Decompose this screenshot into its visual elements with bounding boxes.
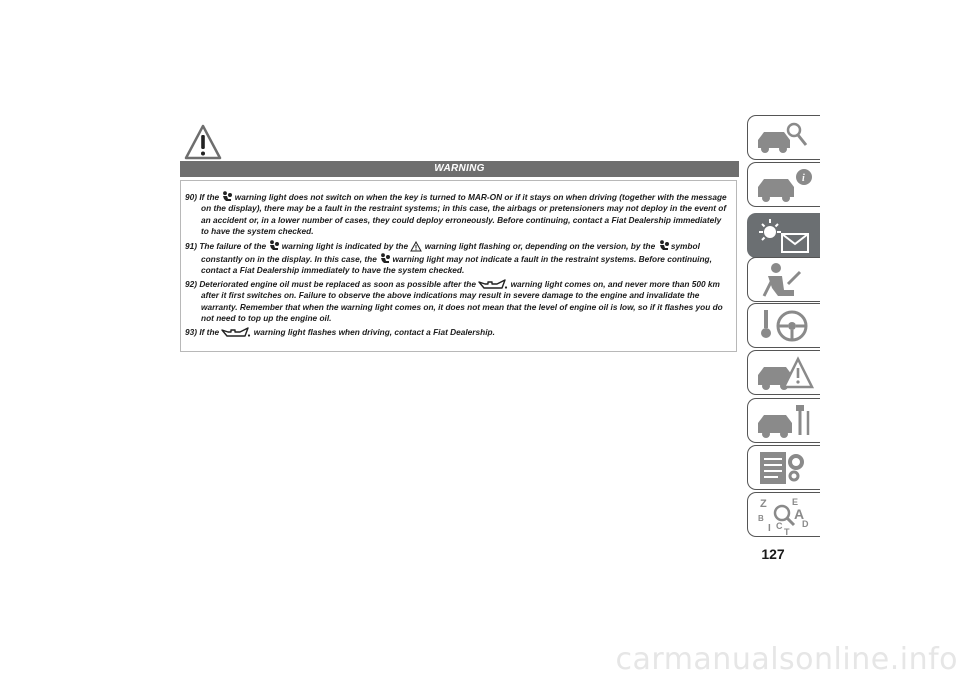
airbag-icon: [268, 240, 279, 252]
page-number: 127: [761, 546, 785, 562]
oil-can-icon: [478, 279, 508, 290]
seatbelt-airbag-icon: [754, 260, 816, 300]
tab-starting-driving[interactable]: [747, 303, 820, 348]
key-steering-wheel-icon: [754, 306, 816, 346]
tab-servicing-maintenance[interactable]: [747, 398, 820, 443]
note-number: 93): [185, 327, 197, 338]
tab-in-an-emergency[interactable]: [747, 350, 820, 395]
tab-knowing-your-car[interactable]: [747, 115, 820, 160]
warning-heading: WARNING: [180, 161, 739, 177]
airbag-icon: [658, 240, 669, 252]
warning-triangle-icon: [184, 124, 222, 160]
car-search-icon: [754, 118, 816, 158]
svg-text:Z: Z: [760, 498, 767, 510]
svg-text:A: A: [794, 506, 805, 522]
note-number: 91): [185, 241, 197, 252]
warning-light-message-icon: [754, 216, 816, 256]
note-91: 91) The failure of the warning light is indicated by the warning light flashing or, depending on the version, by the symbol constantly on in the display. In this case, the warning light may not indicate a fault in the restraint systems. Before continuing, contact a Fiat Dealership immediately to have the system checked.: [185, 241, 712, 276]
svg-text:D: D: [802, 519, 809, 529]
svg-text:T: T: [784, 527, 790, 535]
warning-box: [180, 180, 737, 352]
watermark: carmanualsonline.info: [615, 642, 958, 677]
note-number: 92): [185, 279, 197, 290]
car-emergency-icon: [754, 353, 816, 393]
note-number: 90): [185, 192, 197, 202]
tab-warning-lights-messages[interactable]: [747, 213, 820, 258]
technical-data-icon: [754, 448, 816, 488]
svg-text:i: i: [802, 173, 805, 184]
tab-safety[interactable]: [747, 257, 820, 302]
svg-text:B: B: [758, 514, 764, 523]
airbag-icon: [379, 253, 390, 265]
oil-can-icon: [221, 327, 251, 338]
note-92: 92) Deteriorated engine oil must be replaced as soon as possible after the warning light comes on, and never more than 500 km after it first switches on. Failure to observe the above indications may result in severe damage to the engine and invalidate the warranty. Remember that when the warning light comes on, it does not mean that the level of engine oil is low, so if it flashes you do not need to top up the engine oil.: [185, 279, 723, 324]
svg-text:C: C: [776, 521, 783, 531]
alphabetical-index-icon: [754, 495, 816, 535]
note-90: 90) If the warning light does not switch on when the key is turned to MAR-ON or if it stays on when driving (together with the message on the display), there may be a fault in the restraint systems; in this case, the airbags or pretensioners may not deploy in the event of an accident or, in a lower number of cases, they could deploy erroneously. Before continuing, contact a Fiat Dealership immediately to have the system checked.: [185, 192, 727, 237]
svg-text:E: E: [792, 497, 799, 507]
svg-text:I: I: [768, 523, 771, 534]
car-maintenance-icon: [754, 401, 816, 441]
tab-technical-data[interactable]: [747, 445, 820, 490]
small-warning-triangle-icon: [410, 241, 422, 252]
car-info-icon: [754, 165, 816, 205]
airbag-icon: [221, 191, 232, 203]
tab-alphabetical-index[interactable]: [747, 492, 820, 537]
note-93: 93) If the warning light flashes when driving, contact a Fiat Dealership.: [185, 327, 495, 338]
tab-vehicle-info[interactable]: [747, 162, 820, 207]
